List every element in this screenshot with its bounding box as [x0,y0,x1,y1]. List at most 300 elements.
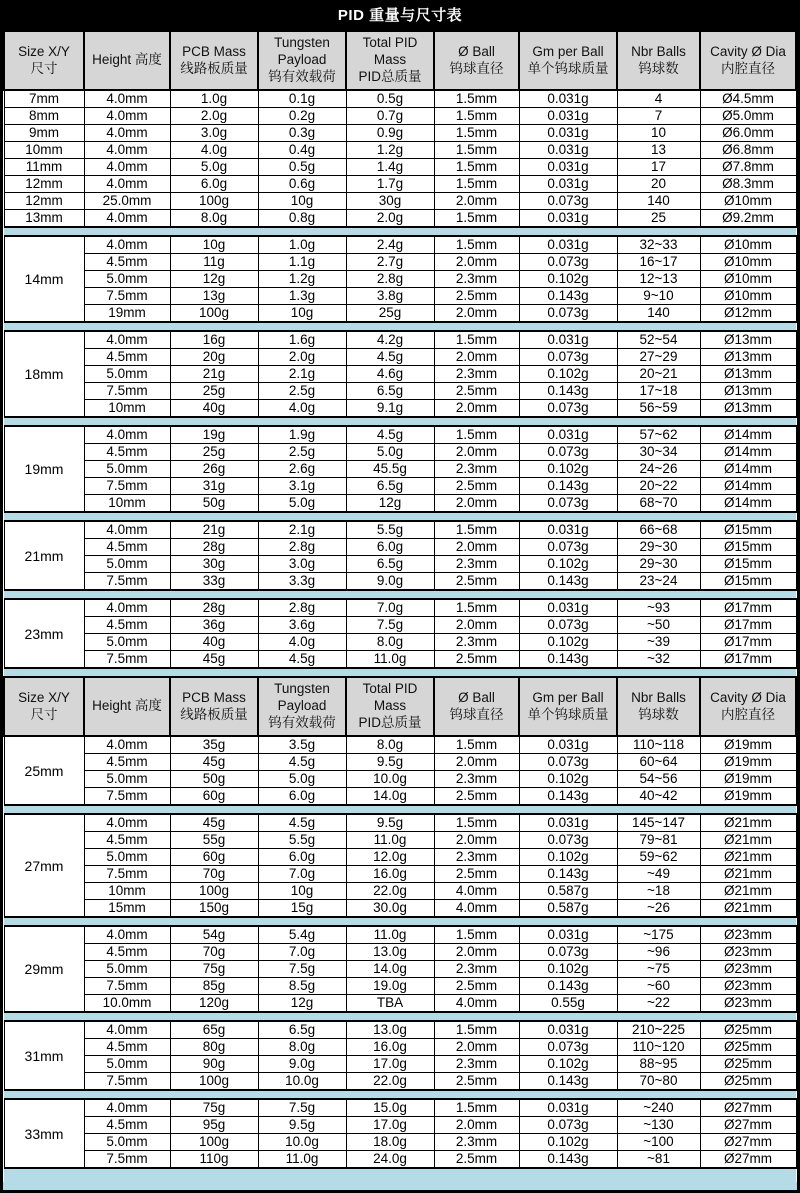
table-row [4,426,796,444]
table-row [4,814,796,832]
cell-ball-dia: 2.0mm [434,832,519,849]
cell-ball-dia: 1.5mm [434,736,519,754]
cell-ball-dia: 2.0mm [434,193,519,210]
cell-pcb-mass: 8.0g [170,210,258,228]
cell-nbr-balls: 110~118 [617,736,700,754]
cell-gm-per-ball: 0.55g [519,995,617,1013]
section-separator [4,668,796,677]
cell-cavity-dia: Ø10mm [700,288,796,305]
cell-gm-per-ball: 0.102g [519,1134,617,1151]
table-row [4,478,796,495]
table-row [4,125,796,142]
cell-height: 5.0mm [84,556,170,573]
cell-cavity-dia: Ø14mm [700,426,796,444]
cell-ball-dia: 2.3mm [434,556,519,573]
section-separator-bar [4,1168,796,1182]
cell-cavity-dia: Ø17mm [700,599,796,617]
cell-nbr-balls: 40~42 [617,788,700,806]
cell-nbr-balls: ~93 [617,599,700,617]
cell-tungsten-payload: 2.5g [258,383,346,400]
cell-pcb-mass: 21g [170,366,258,383]
column-header-nbr-balls: Nbr Balls 钨球数 [617,677,700,736]
cell-height: 4.0mm [84,210,170,228]
table-row [4,1134,796,1151]
table-row [4,556,796,573]
cell-total-pid-mass: 6.5g [346,478,434,495]
cell-gm-per-ball: 0.143g [519,288,617,305]
cell-total-pid-mass: 9.0g [346,573,434,591]
group-size-label: 25mm [4,736,84,805]
cell-cavity-dia: Ø21mm [700,832,796,849]
cell-height: 4.5mm [84,539,170,556]
cell-tungsten-payload: 1.1g [258,254,346,271]
cell-total-pid-mass: TBA [346,995,434,1013]
cell-tungsten-payload: 8.0g [258,1039,346,1056]
cell-size: 10mm [4,142,84,159]
table-row [4,254,796,271]
cell-total-pid-mass: 9.5g [346,754,434,771]
cell-gm-per-ball: 0.073g [519,349,617,366]
cell-cavity-dia: Ø13mm [700,366,796,383]
section-separator-bar [4,512,796,521]
cell-height: 4.5mm [84,944,170,961]
cell-total-pid-mass: 17.0g [346,1056,434,1073]
table-row [4,771,796,788]
cell-tungsten-payload: 0.4g [258,142,346,159]
cell-total-pid-mass: 12.0g [346,849,434,866]
cell-tungsten-payload: 4.0g [258,634,346,651]
section-separator-bar [4,917,796,926]
section-separator [4,805,796,814]
cell-pcb-mass: 40g [170,400,258,418]
cell-total-pid-mass: 13.0g [346,944,434,961]
cell-gm-per-ball: 0.102g [519,849,617,866]
cell-ball-dia: 1.5mm [434,176,519,193]
cell-nbr-balls: 140 [617,305,700,323]
cell-tungsten-payload: 1.3g [258,288,346,305]
cell-cavity-dia: Ø6.8mm [700,142,796,159]
cell-pcb-mass: 90g [170,1056,258,1073]
cell-total-pid-mass: 8.0g [346,736,434,754]
section-separator [4,917,796,926]
table-row [4,754,796,771]
cell-nbr-balls: 56~59 [617,400,700,418]
cell-pcb-mass: 13g [170,288,258,305]
cell-tungsten-payload: 0.6g [258,176,346,193]
section-separator [4,1168,796,1182]
cell-gm-per-ball: 0.102g [519,1056,617,1073]
cell-tungsten-payload: 4.0g [258,400,346,418]
cell-nbr-balls: ~96 [617,944,700,961]
cell-tungsten-payload: 10g [258,305,346,323]
cell-gm-per-ball: 0.031g [519,736,617,754]
table-row [4,521,796,539]
header-row [4,677,796,736]
cell-cavity-dia: Ø23mm [700,961,796,978]
table-row [4,495,796,513]
cell-height: 4.0mm [84,1021,170,1039]
table-row [4,400,796,418]
section-separator-bar [4,1012,796,1021]
cell-gm-per-ball: 0.102g [519,556,617,573]
table-row [4,1099,796,1117]
cell-pcb-mass: 50g [170,771,258,788]
cell-gm-per-ball: 0.031g [519,159,617,176]
cell-pcb-mass: 45g [170,814,258,832]
cell-pcb-mass: 25g [170,444,258,461]
page-title: PID 重量与尺寸表 [3,3,797,30]
table-row [4,961,796,978]
cell-height: 5.0mm [84,461,170,478]
section-separator [4,322,796,331]
cell-cavity-dia: Ø14mm [700,478,796,495]
cell-height: 10.0mm [84,995,170,1013]
cell-tungsten-payload: 15g [258,900,346,918]
cell-tungsten-payload: 2.0g [258,349,346,366]
cell-gm-per-ball: 0.073g [519,400,617,418]
table-row [4,1073,796,1091]
cell-tungsten-payload: 3.5g [258,736,346,754]
cell-gm-per-ball: 0.031g [519,814,617,832]
cell-cavity-dia: Ø25mm [700,1039,796,1056]
cell-pcb-mass: 2.0g [170,108,258,125]
column-header-height: Height 高度 [84,31,170,90]
table-row [4,159,796,176]
section-separator-bar [4,322,796,331]
cell-pcb-mass: 85g [170,978,258,995]
cell-ball-dia: 1.5mm [434,426,519,444]
cell-height: 7.5mm [84,1151,170,1169]
cell-tungsten-payload: 2.8g [258,599,346,617]
cell-gm-per-ball: 0.102g [519,366,617,383]
cell-ball-dia: 2.0mm [434,754,519,771]
section-separator [4,512,796,521]
cell-nbr-balls: ~81 [617,1151,700,1169]
cell-ball-dia: 1.5mm [434,210,519,228]
cell-tungsten-payload: 6.0g [258,788,346,806]
cell-gm-per-ball: 0.102g [519,634,617,651]
cell-cavity-dia: Ø13mm [700,331,796,349]
cell-gm-per-ball: 0.073g [519,754,617,771]
cell-cavity-dia: Ø7.8mm [700,159,796,176]
cell-gm-per-ball: 0.073g [519,832,617,849]
cell-height: 4.5mm [84,1039,170,1056]
pid-table-body [4,31,796,1182]
cell-height: 5.0mm [84,366,170,383]
cell-tungsten-payload: 7.0g [258,866,346,883]
cell-height: 4.0mm [84,236,170,254]
cell-pcb-mass: 21g [170,521,258,539]
cell-pcb-mass: 19g [170,426,258,444]
cell-height: 7.5mm [84,978,170,995]
cell-height: 4.0mm [84,331,170,349]
cell-pcb-mass: 45g [170,651,258,669]
cell-total-pid-mass: 24.0g [346,1151,434,1169]
cell-total-pid-mass: 17.0g [346,1117,434,1134]
table-row [4,176,796,193]
cell-tungsten-payload: 3.6g [258,617,346,634]
table-row [4,331,796,349]
cell-height: 4.0mm [84,108,170,125]
cell-gm-per-ball: 0.073g [519,495,617,513]
cell-nbr-balls: ~50 [617,617,700,634]
cell-ball-dia: 2.5mm [434,383,519,400]
cell-cavity-dia: Ø23mm [700,926,796,944]
section-separator-bar [4,1090,796,1099]
group-size-label: 23mm [4,599,84,668]
cell-nbr-balls: 20 [617,176,700,193]
cell-cavity-dia: Ø14mm [700,495,796,513]
cell-pcb-mass: 16g [170,331,258,349]
cell-gm-per-ball: 0.587g [519,883,617,900]
group-size-label: 27mm [4,814,84,917]
column-header-cavity-dia: Cavity Ø Dia 内腔直径 [700,677,796,736]
cell-pcb-mass: 80g [170,1039,258,1056]
cell-pcb-mass: 5.0g [170,159,258,176]
cell-total-pid-mass: 4.5g [346,349,434,366]
cell-gm-per-ball: 0.102g [519,961,617,978]
cell-size: 12mm [4,193,84,210]
cell-gm-per-ball: 0.143g [519,478,617,495]
cell-tungsten-payload: 2.1g [258,521,346,539]
table-row [4,883,796,900]
cell-tungsten-payload: 0.2g [258,108,346,125]
cell-cavity-dia: Ø10mm [700,193,796,210]
table-row [4,866,796,883]
cell-ball-dia: 1.5mm [434,159,519,176]
table-row [4,1039,796,1056]
cell-nbr-balls: 57~62 [617,426,700,444]
cell-tungsten-payload: 9.0g [258,1056,346,1073]
cell-height: 4.0mm [84,426,170,444]
cell-height: 7.5mm [84,288,170,305]
cell-pcb-mass: 100g [170,1134,258,1151]
cell-total-pid-mass: 2.4g [346,236,434,254]
cell-height: 7.5mm [84,866,170,883]
cell-nbr-balls: 9~10 [617,288,700,305]
cell-cavity-dia: Ø21mm [700,866,796,883]
table-row [4,832,796,849]
table-row [4,1021,796,1039]
cell-tungsten-payload: 0.3g [258,125,346,142]
table-row [4,108,796,125]
cell-height: 5.0mm [84,849,170,866]
cell-total-pid-mass: 4.2g [346,331,434,349]
cell-pcb-mass: 12g [170,271,258,288]
cell-tungsten-payload: 3.3g [258,573,346,591]
cell-gm-per-ball: 0.073g [519,305,617,323]
group-size-label: 18mm [4,331,84,417]
cell-tungsten-payload: 12g [258,995,346,1013]
cell-pcb-mass: 55g [170,832,258,849]
table-row [4,651,796,669]
cell-gm-per-ball: 0.031g [519,90,617,108]
cell-height: 5.0mm [84,961,170,978]
cell-cavity-dia: Ø21mm [700,883,796,900]
cell-pcb-mass: 3.0g [170,125,258,142]
cell-nbr-balls: ~100 [617,1134,700,1151]
cell-total-pid-mass: 22.0g [346,883,434,900]
cell-nbr-balls: ~175 [617,926,700,944]
cell-size: 8mm [4,108,84,125]
cell-gm-per-ball: 0.031g [519,176,617,193]
cell-total-pid-mass: 1.7g [346,176,434,193]
cell-gm-per-ball: 0.031g [519,599,617,617]
cell-height: 4.5mm [84,754,170,771]
cell-cavity-dia: Ø25mm [700,1073,796,1091]
cell-ball-dia: 1.5mm [434,521,519,539]
cell-ball-dia: 2.3mm [434,1134,519,1151]
cell-cavity-dia: Ø27mm [700,1117,796,1134]
section-separator [4,590,796,599]
cell-gm-per-ball: 0.143g [519,573,617,591]
cell-cavity-dia: Ø27mm [700,1099,796,1117]
cell-tungsten-payload: 7.0g [258,944,346,961]
cell-ball-dia: 2.0mm [434,400,519,418]
cell-cavity-dia: Ø19mm [700,736,796,754]
cell-tungsten-payload: 2.8g [258,539,346,556]
cell-cavity-dia: Ø25mm [700,1056,796,1073]
cell-height: 7.5mm [84,573,170,591]
cell-tungsten-payload: 5.4g [258,926,346,944]
cell-total-pid-mass: 11.0g [346,651,434,669]
cell-cavity-dia: Ø23mm [700,944,796,961]
cell-ball-dia: 2.5mm [434,788,519,806]
cell-ball-dia: 2.0mm [434,617,519,634]
table-row [4,461,796,478]
cell-ball-dia: 1.5mm [434,236,519,254]
cell-height: 7.5mm [84,383,170,400]
cell-ball-dia: 4.0mm [434,883,519,900]
cell-total-pid-mass: 4.6g [346,366,434,383]
cell-nbr-balls: 4 [617,90,700,108]
cell-gm-per-ball: 0.031g [519,1099,617,1117]
cell-nbr-balls: 66~68 [617,521,700,539]
cell-total-pid-mass: 30.0g [346,900,434,918]
cell-height: 7.5mm [84,478,170,495]
cell-height: 4.5mm [84,444,170,461]
cell-height: 7.5mm [84,651,170,669]
cell-height: 4.0mm [84,176,170,193]
cell-ball-dia: 1.5mm [434,926,519,944]
table-row [4,599,796,617]
cell-total-pid-mass: 7.0g [346,599,434,617]
cell-nbr-balls: 30~34 [617,444,700,461]
cell-ball-dia: 1.5mm [434,142,519,159]
cell-gm-per-ball: 0.073g [519,254,617,271]
cell-nbr-balls: 140 [617,193,700,210]
cell-total-pid-mass: 2.0g [346,210,434,228]
cell-size: 13mm [4,210,84,228]
cell-total-pid-mass: 14.0g [346,788,434,806]
table-row [4,142,796,159]
cell-nbr-balls: 10 [617,125,700,142]
section-separator-bar [4,417,796,426]
group-size-label: 33mm [4,1099,84,1168]
cell-ball-dia: 2.3mm [434,849,519,866]
cell-total-pid-mass: 0.5g [346,90,434,108]
column-header-pcb-mass: PCB Mass 线路板质量 [170,31,258,90]
table-row [4,617,796,634]
cell-height: 4.0mm [84,521,170,539]
cell-total-pid-mass: 11.0g [346,832,434,849]
cell-nbr-balls: ~49 [617,866,700,883]
cell-tungsten-payload: 10.0g [258,1073,346,1091]
cell-total-pid-mass: 25g [346,305,434,323]
cell-cavity-dia: Ø21mm [700,900,796,918]
cell-tungsten-payload: 2.5g [258,444,346,461]
cell-tungsten-payload: 4.5g [258,754,346,771]
cell-total-pid-mass: 1.2g [346,142,434,159]
cell-pcb-mass: 35g [170,736,258,754]
cell-height: 4.5mm [84,832,170,849]
cell-tungsten-payload: 1.6g [258,331,346,349]
cell-nbr-balls: 20~22 [617,478,700,495]
cell-ball-dia: 2.0mm [434,305,519,323]
cell-ball-dia: 2.0mm [434,349,519,366]
cell-gm-per-ball: 0.031g [519,142,617,159]
cell-total-pid-mass: 4.5g [346,426,434,444]
cell-pcb-mass: 54g [170,926,258,944]
cell-total-pid-mass: 3.8g [346,288,434,305]
cell-tungsten-payload: 10.0g [258,1134,346,1151]
table-row [4,288,796,305]
cell-pcb-mass: 36g [170,617,258,634]
cell-total-pid-mass: 2.7g [346,254,434,271]
cell-ball-dia: 2.5mm [434,651,519,669]
cell-tungsten-payload: 1.0g [258,236,346,254]
table-row [4,210,796,228]
cell-gm-per-ball: 0.073g [519,444,617,461]
table-row [4,634,796,651]
cell-total-pid-mass: 9.5g [346,814,434,832]
cell-height: 4.0mm [84,90,170,108]
cell-cavity-dia: Ø23mm [700,995,796,1013]
cell-cavity-dia: Ø17mm [700,634,796,651]
cell-pcb-mass: 60g [170,849,258,866]
cell-cavity-dia: Ø15mm [700,521,796,539]
column-header-pcb-mass: PCB Mass 线路板质量 [170,677,258,736]
cell-gm-per-ball: 0.143g [519,1073,617,1091]
cell-gm-per-ball: 0.143g [519,978,617,995]
cell-tungsten-payload: 7.5g [258,1099,346,1117]
cell-height: 7.5mm [84,788,170,806]
group-size-label: 31mm [4,1021,84,1090]
cell-pcb-mass: 28g [170,599,258,617]
table-row [4,349,796,366]
cell-total-pid-mass: 45.5g [346,461,434,478]
cell-cavity-dia: Ø13mm [700,383,796,400]
cell-ball-dia: 2.0mm [434,1039,519,1056]
cell-ball-dia: 2.5mm [434,1151,519,1169]
table-row [4,383,796,400]
table-row [4,1117,796,1134]
cell-total-pid-mass: 6.5g [346,556,434,573]
cell-pcb-mass: 33g [170,573,258,591]
cell-nbr-balls: ~39 [617,634,700,651]
cell-tungsten-payload: 6.5g [258,1021,346,1039]
cell-ball-dia: 2.3mm [434,461,519,478]
table-row [4,236,796,254]
cell-pcb-mass: 100g [170,305,258,323]
cell-height: 4.0mm [84,142,170,159]
table-row [4,995,796,1013]
cell-ball-dia: 2.0mm [434,495,519,513]
cell-cavity-dia: Ø4.5mm [700,90,796,108]
cell-cavity-dia: Ø15mm [700,556,796,573]
cell-cavity-dia: Ø17mm [700,617,796,634]
cell-nbr-balls: 52~54 [617,331,700,349]
